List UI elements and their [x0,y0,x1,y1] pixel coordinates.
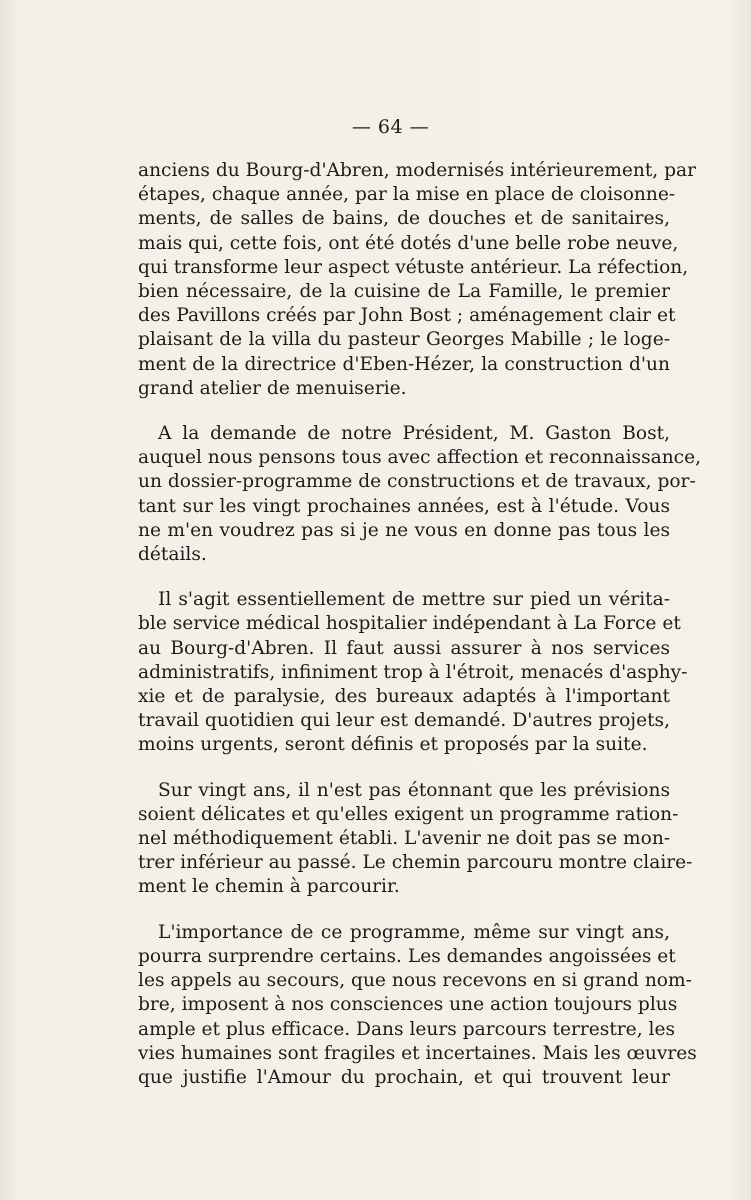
paragraph-4 [138,779,693,900]
text-line: des Pavillons créés par John Bost ; aménagement clair et [138,305,676,327]
text-line: bien nécessaire, de la cuisine de La Famille, le premier [138,281,670,303]
text-line: ment de la directrice d'Eben-Hézer, la construction d'un [138,353,670,375]
text-line: ments, de salles de bains, de douches et de sanitaires, [138,208,670,230]
paragraph-2 [138,422,702,567]
text-line: Il s'agit essentiellement de mettre sur pied un vérita- [158,589,670,611]
text-line: L'importance de ce programme, même sur vingt ans, [158,921,670,943]
text-line: au Bourg-d'Abren. Il faut aussi assurer à nos services [138,637,670,659]
text-line: soient délicates et qu'elles exigent un programme ration- [138,803,679,825]
text-line: grand atelier de menuiserie. [138,377,407,399]
paragraph-3 [138,588,688,757]
text-line: Sur vingt ans, il n'est pas étonnant que les prévisions [158,779,670,801]
text-line: tant sur les vingt prochaines années, est à l'étude. Vous [138,495,670,517]
text-line: bre, imposent à nos consciences une action toujours plus [138,994,678,1016]
text-line: A la demande de notre Président, M. Gaston Bost, [158,423,670,445]
body-text [138,159,702,1111]
text-line: qui transforme leur aspect vétuste antérieur. La réfection, [138,256,689,278]
text-line: détails. [138,544,207,566]
paragraph-1 [138,159,697,401]
text-line: les appels au secours, que nous recevons en si grand nom- [138,970,692,992]
text-line: plaisant de la villa du pasteur Georges Mabille ; le loge- [138,329,670,351]
text-line: anciens du Bourg-d'Abren, modernisés intérieurement, par [138,160,697,181]
text-line: moins urgents, seront définis et proposés par la suite. [138,734,648,756]
page-number: — 64 — [351,116,430,138]
text-line: xie et de paralysie, des bureaux adaptés à l'important [138,686,670,708]
text-line: nel méthodiquement établi. L'avenir ne doit pas se mon- [138,828,671,850]
text-line: travail quotidien qui leur est demandé. D'autres projets, [138,710,670,732]
text-line: administratifs, infiniment trop à l'étroit, menacés d'asphy- [138,661,688,683]
text-line: auquel nous pensons tous avec affection et reconnaissance, [138,447,702,469]
text-line: ble service médical hospitalier indépendant à La Force et [138,613,681,635]
text-line: étapes, chaque année, par la mise en place de cloisonne- [138,184,676,206]
text-line: que justifie l'Amour du prochain, et qui trouvent leur [138,1066,670,1088]
text-line: pourra surprendre certains. Les demandes angoissées et [138,945,676,967]
text-line: mais qui, cette fois, ont été dotés d'une belle robe neuve, [138,232,679,254]
paragraph-5 [138,921,697,1090]
text-line: un dossier-programme de constructions et de travaux, por- [138,471,696,493]
text-line: ne m'en voudrez pas si je ne vous en donne pas tous les [138,519,670,541]
text-line: vies humaines sont fragiles et incertaines. Mais les œuvres [138,1042,697,1064]
text-line: trer inférieur au passé. Le chemin parcouru montre claire- [138,852,693,874]
text-line: ment le chemin à parcourir. [138,876,400,898]
text-line: ample et plus efficace. Dans leurs parcours terrestre, les [138,1018,676,1040]
